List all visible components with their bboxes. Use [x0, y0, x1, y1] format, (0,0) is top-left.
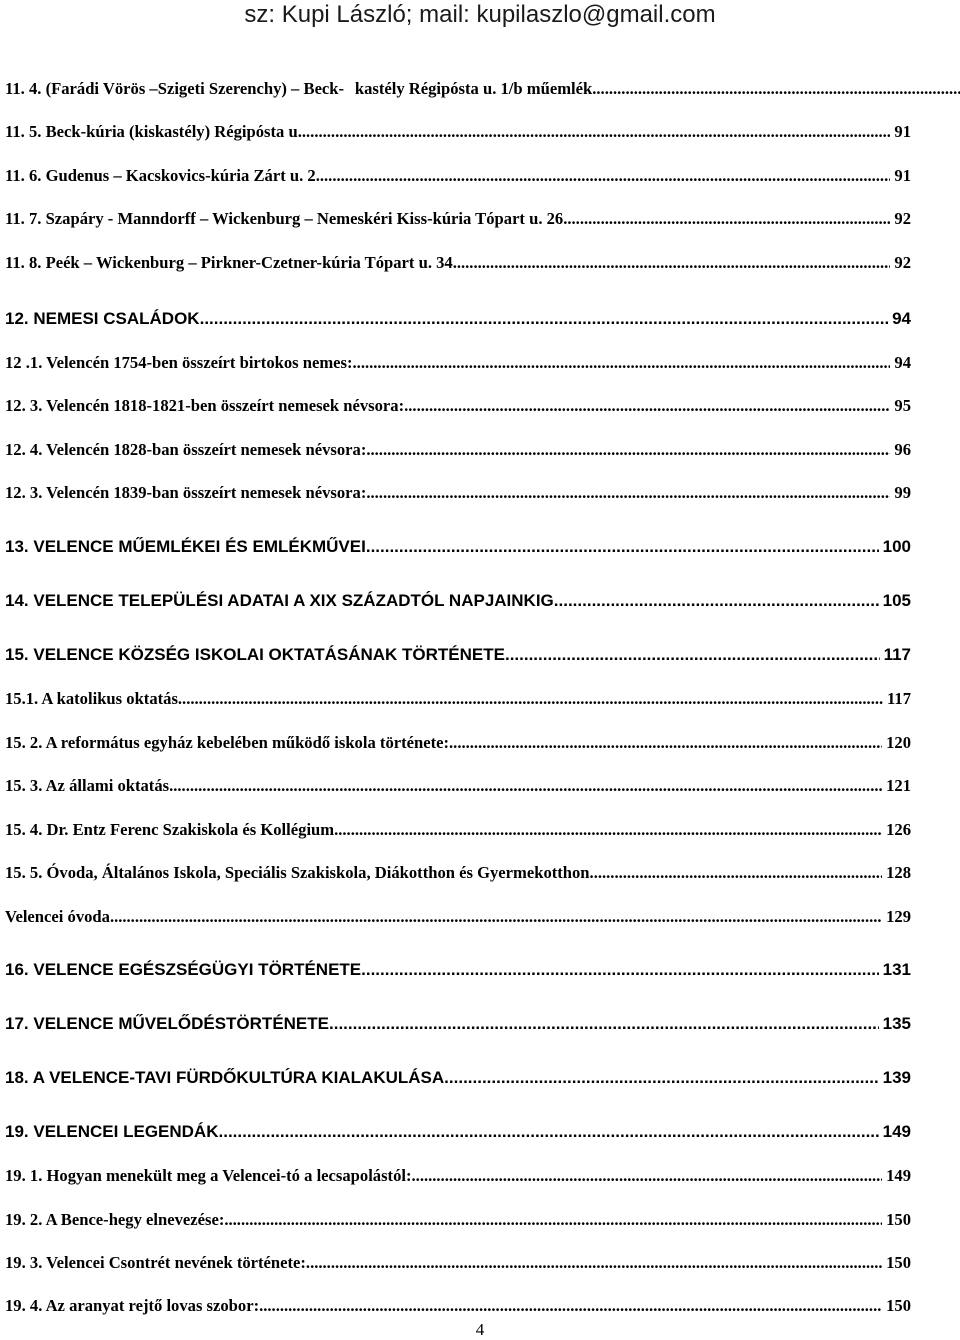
toc-entry[interactable] [5, 1122, 911, 1142]
toc-entry[interactable] [5, 1210, 911, 1230]
toc-entry-title: 19. 4. Az aranyat rejtő lovas szobor: [5, 1296, 260, 1315]
toc-entry[interactable] [5, 440, 911, 460]
toc-entry-title: 12. 3. Velencén 1818-1821-ben összeírt nemesek névsora: [5, 396, 405, 415]
toc-entry[interactable] [5, 396, 911, 416]
toc-dot-leader [353, 353, 891, 373]
toc-entry[interactable] [5, 1296, 911, 1316]
toc-entry-page: 94 [892, 309, 911, 328]
toc-entry-title: 11. 5. Beck-kúria (kiskastély) Régipósta u. [5, 122, 302, 141]
toc-entry[interactable] [5, 122, 911, 142]
toc-entry-page: 105 [882, 591, 911, 610]
toc-dot-leader [200, 309, 888, 329]
toc-entry-page: 139 [882, 1068, 911, 1087]
toc-entry-title: 12. 4. Velencén 1828-ban összeírt nemesek névsora: [5, 440, 367, 459]
toc-dot-leader [219, 1122, 879, 1142]
toc-dot-leader [366, 440, 890, 460]
toc-entry[interactable] [5, 591, 911, 611]
toc-entry-title: 11. 8. Peék – Wickenburg – Pirkner-Czetner-kúria Tópart u. 34. [5, 253, 457, 272]
toc-dot-leader [404, 396, 890, 416]
toc-dot-leader [182, 689, 883, 709]
toc-entry-page: 131 [882, 960, 911, 979]
toc-entry-page: 117 [887, 689, 911, 708]
toc-dot-leader [567, 209, 890, 229]
toc-dot-leader [505, 645, 880, 665]
toc-entry[interactable] [5, 820, 911, 840]
toc-dot-leader [334, 820, 882, 840]
toc-entry[interactable] [5, 1068, 911, 1088]
toc-entry[interactable] [5, 733, 911, 753]
toc-entry-title: 14. VELENCE TELEPÜLÉSI ADATAI A XIX SZÁZADTÓL NAPJAINKIG [5, 591, 554, 610]
toc-entry-title: 19. 2. A Bence-hegy elnevezése: [5, 1210, 225, 1229]
toc-entry-page: 91 [894, 166, 911, 185]
toc-entry-title: Velencei óvoda [5, 907, 110, 926]
toc-entry-page: 96 [894, 440, 911, 459]
toc-dot-leader [361, 960, 878, 980]
toc-dot-leader [306, 1253, 882, 1273]
toc-dot-leader [457, 253, 891, 273]
toc-entry-page: 94 [894, 353, 911, 372]
toc-entry[interactable] [5, 537, 911, 557]
toc-dot-leader [449, 733, 882, 753]
toc-entry[interactable] [5, 253, 911, 273]
toc-entry-title: 19. VELENCEI LEGENDÁK [5, 1122, 219, 1141]
toc-dot-leader [590, 863, 883, 883]
toc-entry-title: 12. NEMESI CSALÁDOK [5, 309, 200, 328]
toc-entry[interactable] [5, 689, 911, 709]
toc-dot-leader [592, 79, 960, 99]
toc-entry[interactable] [5, 1253, 911, 1273]
header-text: sz: Kupi László; mail: kupilaszlo@gmail.com [244, 1, 716, 28]
toc-dot-leader [554, 591, 879, 611]
toc-entry-page: 149 [882, 1122, 911, 1141]
toc-dot-leader [173, 776, 882, 796]
toc-entry-title: 12 .1. Velencén 1754-ben összeírt birtokos nemes: [5, 353, 353, 372]
toc-entry[interactable] [5, 1014, 911, 1034]
toc-entry[interactable] [5, 79, 960, 99]
toc-entry-title: 11. 4. (Farádi Vörös –Szigeti Szerenchy) – Beck- [5, 79, 345, 98]
toc-entry-page: 91 [894, 122, 911, 141]
toc-entry-title: 13. VELENCE MŰEMLÉKEI ÉS EMLÉKMŰVEI [5, 537, 366, 556]
toc-entry-title: 18. A VELENCE-TAVI FÜRDŐKULTÚRA KIALAKULÁSA [5, 1068, 445, 1087]
toc-entry[interactable] [5, 209, 911, 229]
toc-dot-leader [329, 1014, 879, 1034]
toc-dot-leader [366, 537, 879, 557]
toc-entry-title: 15. 4. Dr. Entz Ferenc Szakiskola és Kollégium [5, 820, 335, 839]
toc-entry-title: 11. 6. Gudenus – Kacskovics-kúria Zárt u. 2. [5, 166, 320, 185]
toc-entry[interactable] [5, 776, 911, 796]
toc-entry-page: 129 [886, 907, 911, 926]
toc-entry-title: 15. 3. Az állami oktatás. [5, 776, 174, 795]
toc-entry-page: 99 [894, 483, 911, 502]
toc-dot-leader [444, 1068, 878, 1088]
toc-entry-page: 92 [894, 253, 911, 272]
toc-entry-page: 126 [886, 820, 911, 839]
toc-entry-page: 92 [894, 209, 911, 228]
toc-entry-title: 15. 5. Óvoda, Általános Iskola, Speciális Szakiskola, Diákotthon és Gyermekotthon [5, 863, 590, 882]
toc-entry-page: 150 [886, 1253, 911, 1272]
toc-entry[interactable] [5, 645, 911, 665]
toc-entry[interactable] [5, 863, 911, 883]
toc-entry-page: 150 [886, 1210, 911, 1229]
toc-entry-title: 11. 7. Szapáry - Manndorff – Wickenburg – Nemeskéri Kiss-kúria Tópart u. 26. [5, 209, 568, 228]
toc-entry[interactable] [5, 907, 911, 927]
toc-entry-page: 128 [886, 863, 911, 882]
toc-entry[interactable] [5, 309, 911, 329]
toc-entry[interactable] [5, 353, 911, 373]
toc-entry-title: 15. 2. A református egyház kebelében működő iskola története: [5, 733, 450, 752]
toc-entry-title: 15.1. A katolikus oktatás. [5, 689, 183, 708]
toc-dot-leader [320, 166, 891, 186]
toc-entry[interactable] [5, 483, 911, 503]
toc-entry-page: 149 [886, 1166, 911, 1185]
toc-entry-title: 17. VELENCE MŰVELŐDÉSTÖRTÉNETE [5, 1014, 329, 1033]
toc-entry[interactable] [5, 1166, 911, 1186]
toc-entry-page: 120 [886, 733, 911, 752]
toc-dot-leader [302, 122, 891, 142]
toc-entry-title: 15. VELENCE KÖZSÉG ISKOLAI OKTATÁSÁNAK TÖRTÉNETE [5, 645, 505, 664]
page-number: 4 [475, 1320, 485, 1339]
toc-entry-title-continued: kastély Régipósta u. 1/b műemlék [354, 79, 593, 98]
toc-entry-page: 100 [882, 537, 911, 556]
toc-dot-leader [224, 1210, 882, 1230]
toc-dot-leader [259, 1296, 882, 1316]
toc-dot-leader [110, 907, 882, 927]
toc-entry-page: 95 [894, 396, 911, 415]
toc-entry-page: 150 [886, 1296, 911, 1315]
toc-dot-leader [412, 1166, 883, 1186]
toc-entry-title: 19. 1. Hogyan menekült meg a Velencei-tó a lecsapolástól: [5, 1166, 412, 1185]
toc-entry-title: 19. 3. Velencei Csontrét nevének története: [5, 1253, 306, 1272]
toc-entry[interactable] [5, 960, 911, 980]
toc-entry-page: 135 [882, 1014, 911, 1033]
toc-entry-title: 12. 3. Velencén 1839-ban összeírt nemesek névsora: [5, 483, 367, 502]
toc-entry-page: 117 [883, 645, 911, 664]
toc-entry[interactable] [5, 166, 911, 186]
toc-dot-leader [366, 483, 890, 503]
toc-entry-page: 121 [886, 776, 911, 795]
toc-entry-title: 16. VELENCE EGÉSZSÉGÜGYI TÖRTÉNETE [5, 960, 362, 979]
